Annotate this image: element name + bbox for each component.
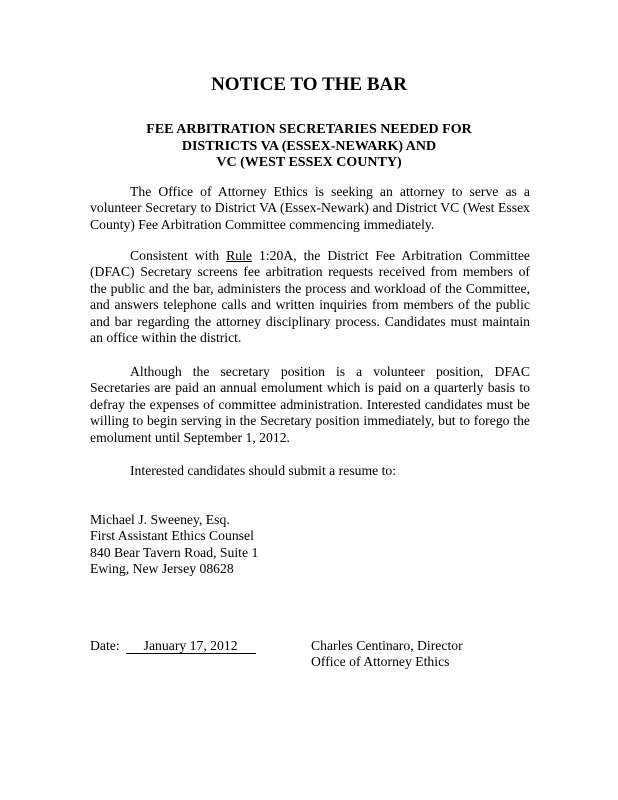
paragraph-duties-body: 1:20A, the District Fee Arbitration Committee (DFAC) Secretary screens fee arbitration requests received from members of the public and the bar, administers the process and workload of the Committee, and answers telephone calls and written inquiries from members of the public and bar regarding the attorney disciplinary process. Candidates must maintain an office within the district. (90, 248, 530, 346)
subtitle-line: FEE ARBITRATION SECRETARIES NEEDED FOR (146, 122, 472, 137)
document-subtitle (0, 122, 618, 172)
signer-name: Charles Centinaro, Director (311, 638, 463, 653)
paragraph-duties-prefix: Consistent with (130, 248, 227, 263)
paragraph-compensation: Although the secretary position is a volunteer position, DFAC Secretaries are paid an annual emolument which is paid on a quarterly basis to defray the expenses of committee administration. Interested candidates must be willing to begin serving in the Secretary position immediately, but to forego the emolument until September 1, 2012. (90, 364, 530, 445)
date-value: January 17, 2012 (126, 639, 256, 654)
date-line (90, 638, 256, 654)
contact-city: Ewing, New Jersey 08628 (90, 561, 234, 577)
paragraph-submit: Interested candidates should submit a resume to: (130, 463, 397, 478)
rule-link[interactable]: Rule (226, 248, 252, 263)
contact-title: First Assistant Ethics Counsel (90, 528, 254, 544)
subtitle-line: VC (WEST ESSEX COUNTY) (216, 155, 402, 170)
signature-block (311, 638, 463, 671)
contact-name: Michael J. Sweeney, Esq. (90, 512, 230, 527)
subtitle-line: DISTRICTS VA (ESSEX-NEWARK) AND (181, 138, 437, 154)
contact-address (90, 512, 390, 578)
document-title: NOTICE TO THE BAR (211, 74, 407, 95)
signer-office: Office of Attorney Ethics (311, 654, 450, 670)
contact-street: 840 Bear Tavern Road, Suite 1 (90, 544, 259, 560)
date-label: Date: (90, 638, 120, 653)
paragraph-intro: The Office of Attorney Ethics is seeking an attorney to serve as a volunteer Secretary to District VA (Essex-Newark) and District VC (West Essex County) Fee Arbitration Committee commencing immediately. (90, 184, 530, 232)
paragraph-duties (90, 248, 530, 346)
